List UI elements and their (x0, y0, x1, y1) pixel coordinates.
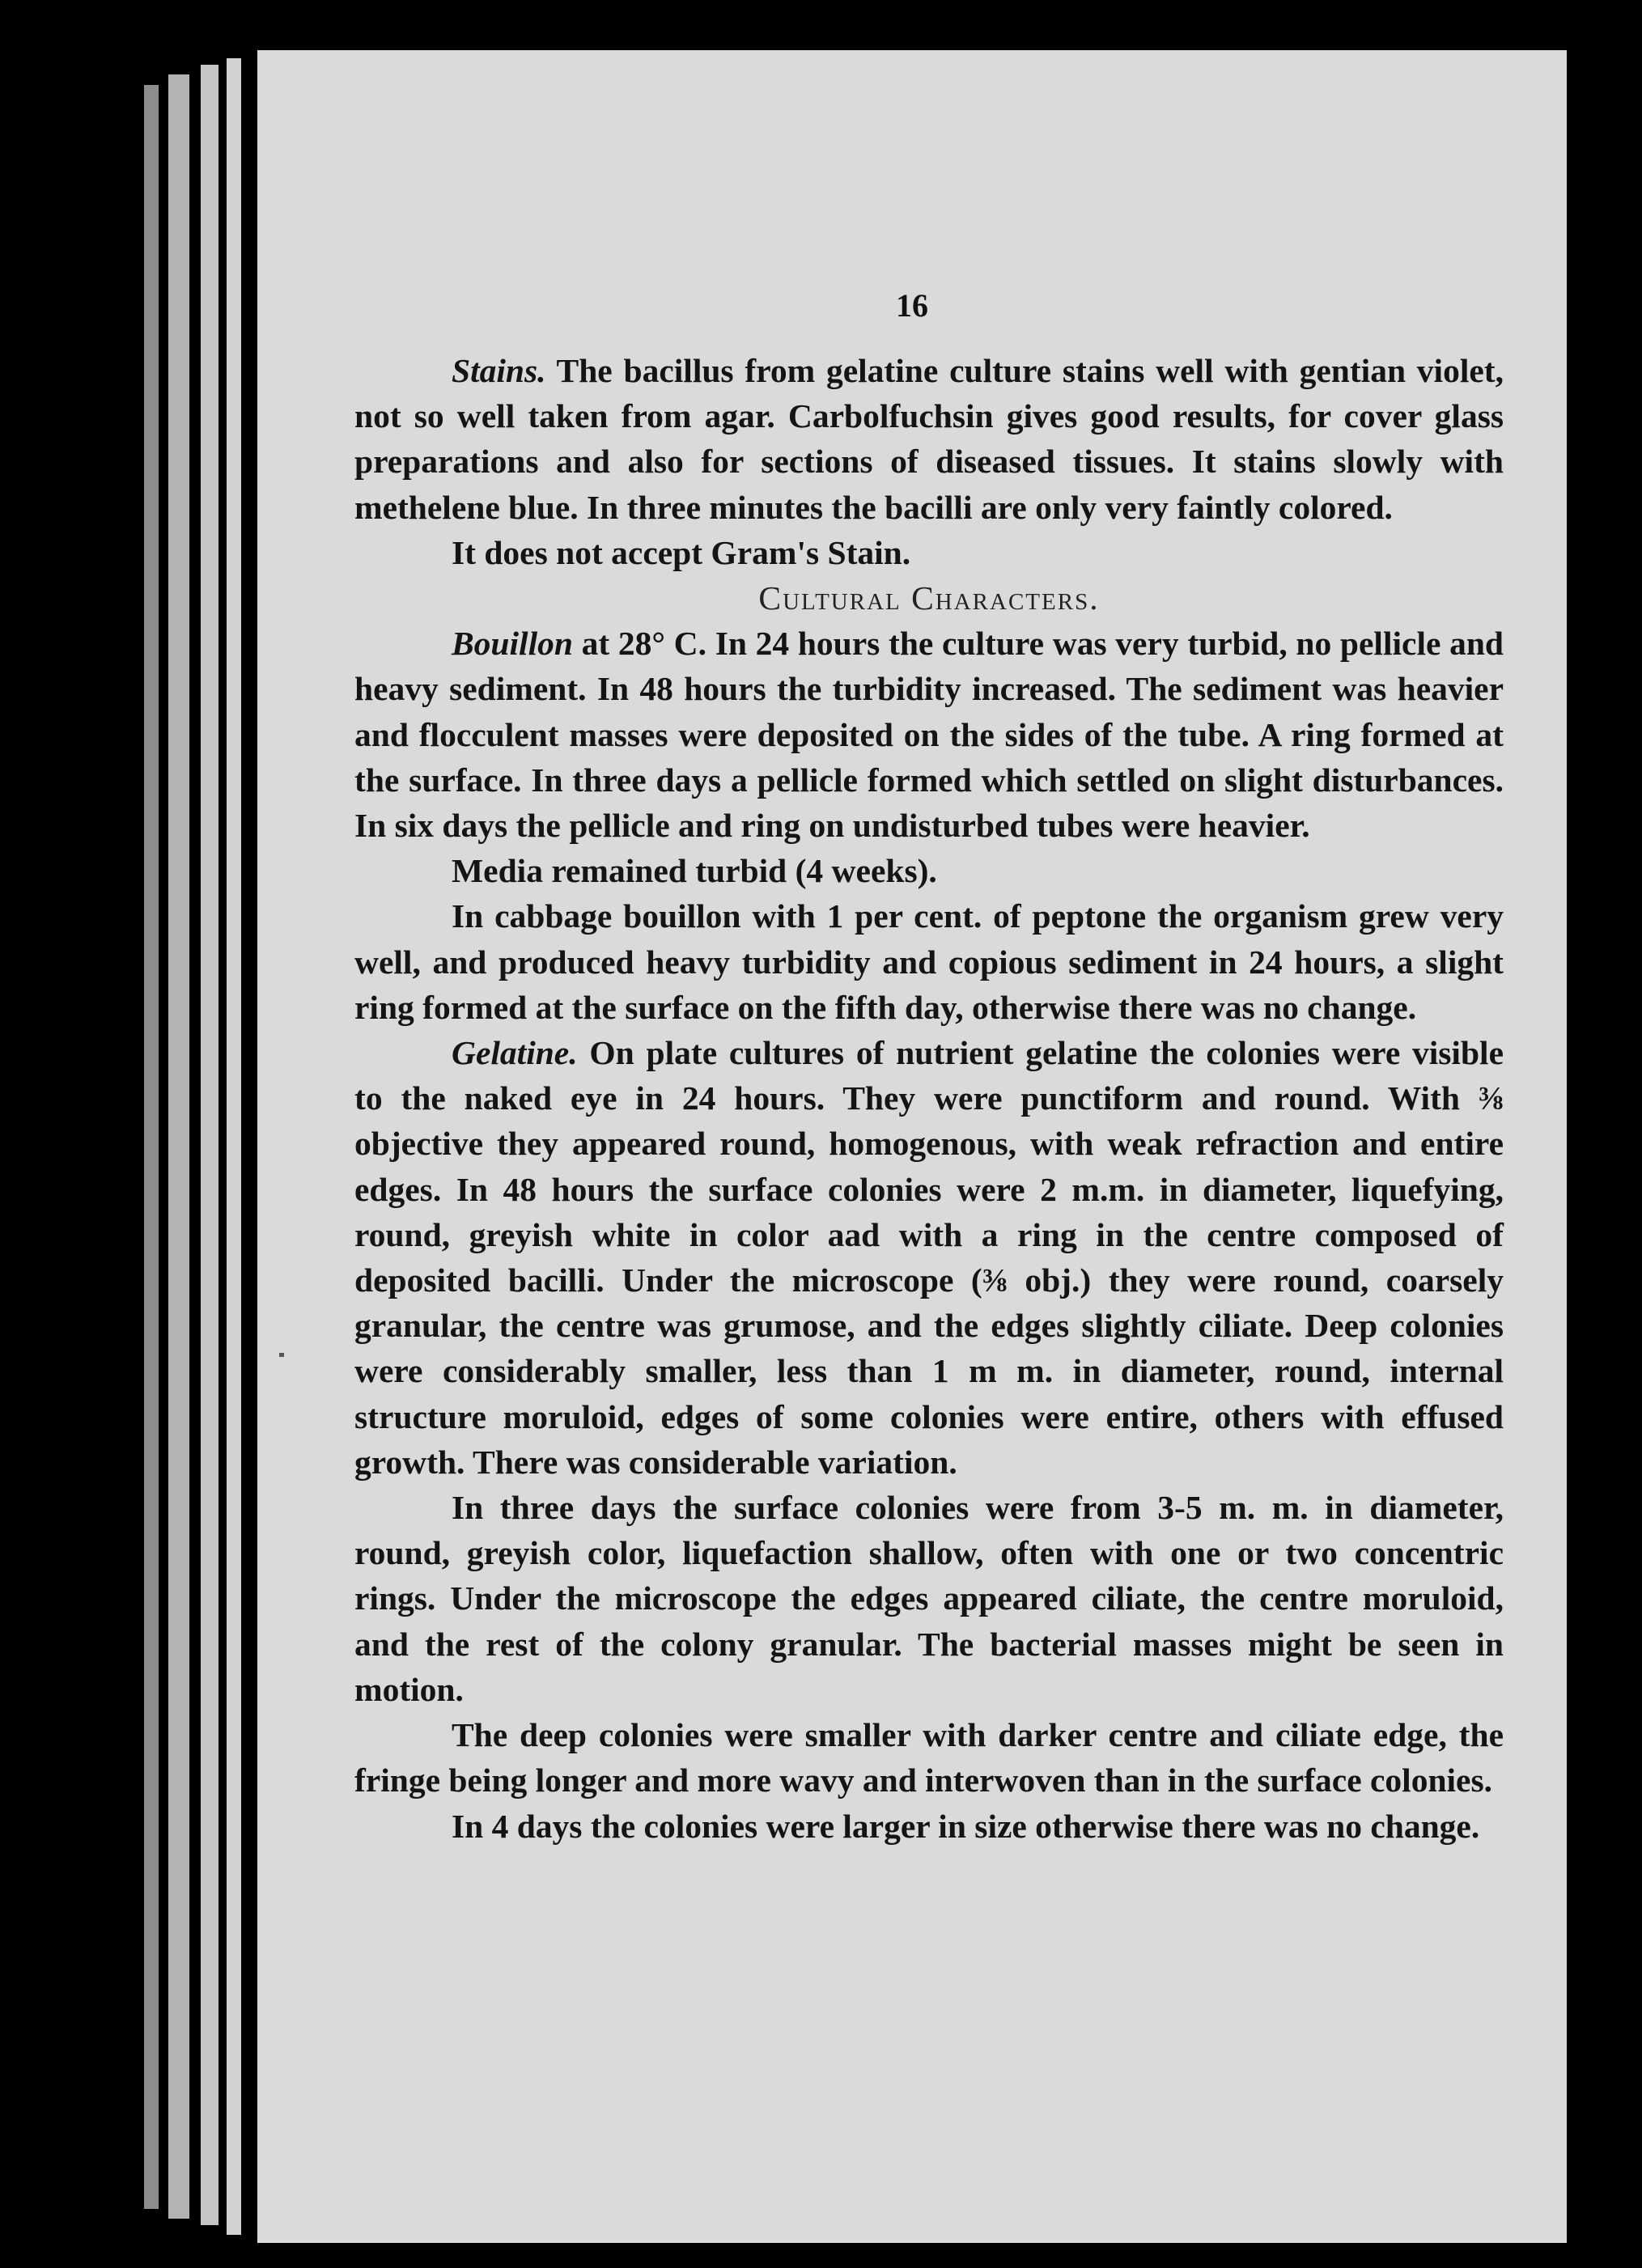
paragraph-text: Media remained turbid (4 weeks). (452, 852, 937, 890)
paragraph-gelatine (354, 1030, 1504, 1485)
paragraph (354, 1804, 1504, 1849)
paragraph-text: at 28° C. In 24 hours the culture was very turbid, no pellicle and heavy sediment. In 48 hours the turbidity increased. The sediment was heavier and flocculent masses were deposited on the sides of the tube. A ring formed at the surface. In three days a pellicle formed which settled on slight disturbances. In six days the pellicle and ring on undisturbed tubes were heavier. (354, 625, 1504, 845)
paragraph-text: On plate cultures of nutrient gelatine the colonies were visible to the naked eye in 24 hours. They were punctiform and round. With ⅜ objective they appeared round, homogenous, with weak refraction and entire edges. In 48 hours the surface colonies were 2 m.m. in diameter, liquefying, round, greyish white in color aad with a ring in the centre composed of deposited bacilli. Under the microscope (⅜ obj.) they were round, coarsely granular, the centre was grumose, and the edges slightly ciliate. Deep colonies were considerably smaller, less than 1 m m. in diameter, round, internal structure moruloid, edges of some colonies were entire, others with effused growth. There was considerable variation. (354, 1034, 1504, 1481)
page-edge (144, 85, 159, 2209)
page-number: 16 (896, 287, 928, 324)
paragraph-stains (354, 348, 1504, 530)
section-heading: Cultural Characters. (758, 579, 1100, 617)
ink-speck (279, 1353, 284, 1357)
paragraph-text: The bacillus from gelatine culture stains well with gentian violet, not so well taken from agar. Carbolfuchsin gives good results, for cover glass preparations and also for sections of diseased tissues. It stains slowly with methelene blue. In three minutes the bacilli are only very faintly colored. (354, 352, 1504, 526)
body-text (354, 348, 1504, 1849)
paragraph (354, 848, 1504, 893)
page-edge (168, 74, 189, 2219)
paragraph-text: It does not accept Gram's Stain. (452, 533, 911, 571)
page-edge (201, 65, 219, 2225)
page-edge (227, 58, 241, 2235)
book-page (257, 50, 1567, 2243)
paragraph (354, 1712, 1504, 1803)
paragraph (354, 530, 1504, 575)
runin-heading: Gelatine. (452, 1034, 578, 1072)
paragraph (354, 893, 1504, 1030)
runin-heading: Stains. (452, 352, 546, 389)
paragraph-text: The deep colonies were smaller with darker centre and ciliate edge, the fringe being longer and more wavy and interwoven than in the surface colonies. (354, 1716, 1504, 1800)
runin-heading: Bouillon (452, 625, 573, 663)
paragraph-bouillon (354, 621, 1504, 848)
paragraph-text: In 4 days the colonies were larger in size otherwise there was no change. (452, 1807, 1480, 1845)
paragraph (354, 1485, 1504, 1712)
paragraph-text: In cabbage bouillon with 1 per cent. of peptone the organism grew very well, and produced heavy turbidity and copious sediment in 24 hours, a slight ring formed at the surface on the fifth day, otherwise there was no change. (354, 897, 1504, 1026)
paragraph-text: In three days the surface colonies were from 3-5 m. m. in diameter, round, greyish color, liquefaction shallow, often with one or two concentric rings. Under the microscope the edges appeared ciliate, the centre moruloid, and the rest of the colony granular. The bacterial masses might be seen in motion. (354, 1489, 1504, 1708)
